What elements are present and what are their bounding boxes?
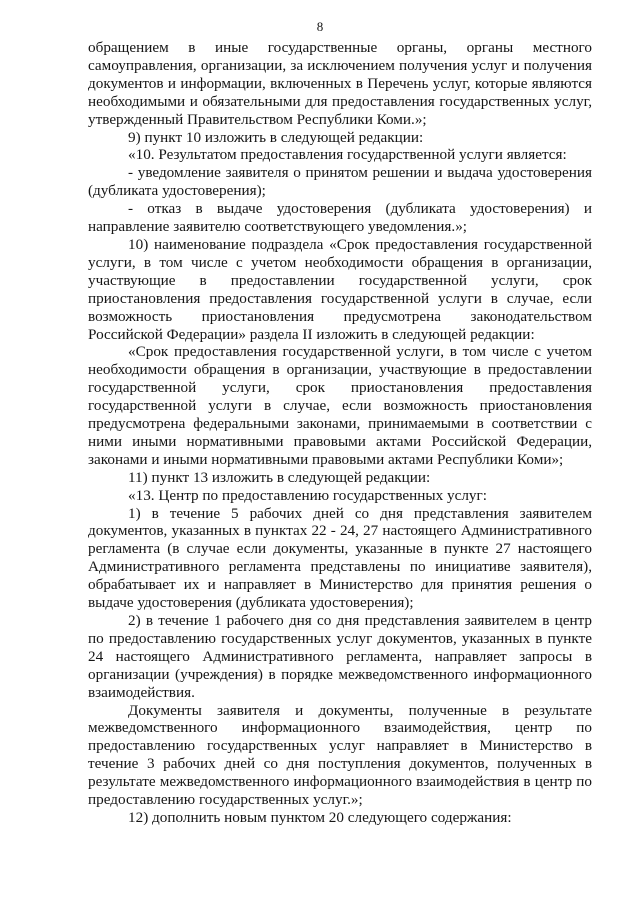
paragraph-documents: Документы заявителя и документы, полученные в результате межведомственного информационного взаимодействия, центр по предоставлению государственных услуг направляет в Министерство в течение 3 рабочих дней со дня поступления документов, полученных в результате межведомственного информационного взаимодействия в центр по предоставлению государственных услуг.»; <box>88 701 592 809</box>
document-body <box>88 39 592 827</box>
page-number: 8 <box>316 19 324 34</box>
paragraph-item-9: 9) пункт 10 изложить в следующей редакции: <box>128 128 424 146</box>
paragraph-subitem-1: 1) в течение 5 рабочих дней со дня представления заявителем документов, указанных в пунктах 22 - 24, 27 настоящего Административного регламента (в случае если документы, указанные в пункте 27 настоящего Административного регламента представлены по инициативе заявителя), обрабатывает их и направляет в Министерство для принятия решения о выдаче удостоверения (дубликата удостоверения); <box>88 504 592 612</box>
paragraph-point-10: «10. Результатом предоставления государственной услуги является: <box>128 146 567 164</box>
paragraph-subitem-2: 2) в течение 1 рабочего дня со дня представления заявителем в центр по предоставлению государственных услуг документов, указанных в пункте 24 настоящего Административного регламента, направляет запросы в организации (учреждения) в порядке межведомственного информационного взаимодействия. <box>88 612 592 701</box>
paragraph-term-heading: «Срок предоставления государственной услуги, в том числе с учетом необходимости обращения в организации, участвующие в предоставлении государственной услуги, срок приостановления предоставления государственной услуги в случае, если возможность приостановления предусмотрена федеральными законами, принимаемыми в соответствии с ними иными нормативными правовыми актами Российской Федерации, законами и иными нормативными правовыми актами Республики Коми»; <box>88 343 592 468</box>
paragraph-result-refusal: - отказ в выдаче удостоверения (дубликата удостоверения) и направление заявителю соответствующего уведомления.»; <box>88 200 592 236</box>
paragraph-item-10: 10) наименование подраздела «Срок предоставления государственной услуги, в том числе с учетом необходимости обращения в организации, участвующие в предоставлении государственной услуги, срок приостановления предоставления государственной услуги в случае, если возможность приостановления предусмотрена законодательством Российской Федерации» раздела II изложить в следующей редакции: <box>88 235 592 343</box>
paragraph-result-notice: - уведомление заявителя о принятом решении и выдача удостоверения (дубликата удостоверения); <box>88 164 592 200</box>
paragraph-continuation: обращением в иные государственные органы, органы местного самоуправления, организации, за исключением получения услуг и получения документов и информации, включенных в Перечень услуг, которые являются необходимыми и обязательными для предоставления государственных услуг, утвержденный Правительством Республики Коми.»; <box>88 39 592 128</box>
paragraph-item-11: 11) пункт 13 изложить в следующей редакции: <box>128 468 431 486</box>
paragraph-point-13: «13. Центр по предоставлению государственных услуг: <box>128 486 487 504</box>
paragraph-item-12: 12) дополнить новым пунктом 20 следующего содержания: <box>128 808 512 826</box>
